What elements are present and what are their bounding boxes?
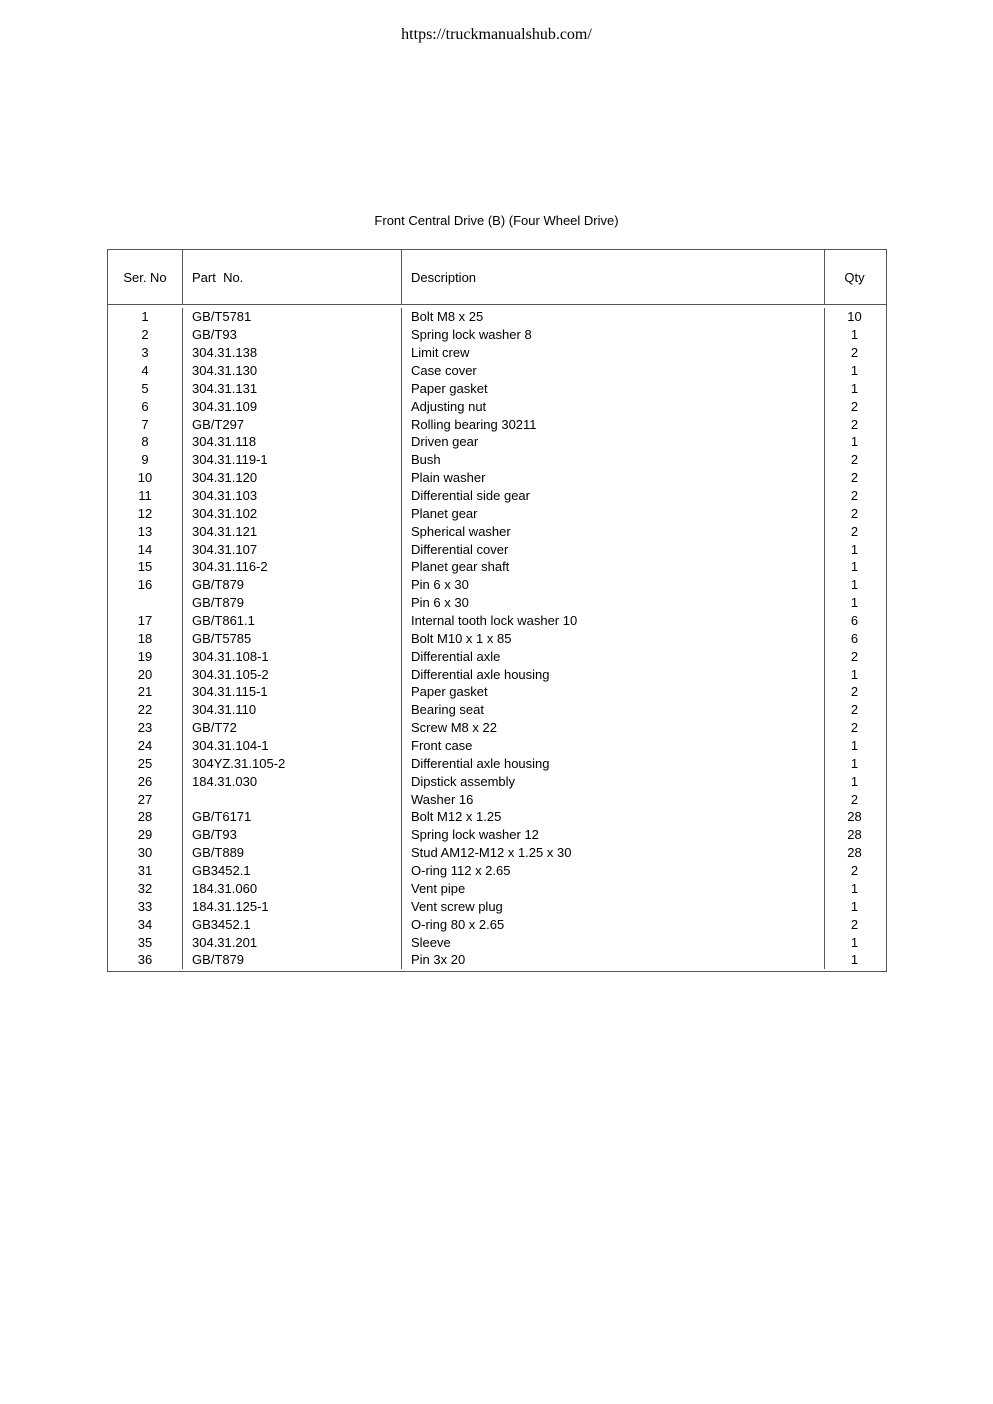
description-cell: Pin 6 x 30 [402,576,825,594]
table-row [108,379,886,397]
qty-cell: 28 [847,845,862,861]
description-cell: Spherical washer [402,522,825,540]
qty-cell: 1 [850,363,859,378]
description-cell: Plain washer [402,469,825,487]
qty-cell: 1 [850,773,859,789]
ser-no-cell: 19 [108,647,183,665]
ser-no-cell: 4 [108,362,183,380]
description-cell: Differential cover [402,540,825,558]
table-row [108,683,886,701]
description-cell: Adjusting nut [402,397,825,415]
table-row [108,862,886,880]
ser-no-cell: 33 [108,897,183,915]
table-row [108,719,886,737]
description-cell: Differential axle housing [402,665,825,683]
part-no-cell: GB/T93 [183,326,402,344]
ser-no-cell: 29 [108,826,183,844]
description-cell: Rolling bearing 30211 [402,415,825,433]
table-row [108,772,886,790]
description-cell: O-ring 112 x 2.65 [402,862,825,880]
description-cell: Bush [402,451,825,469]
part-no-cell [183,790,402,808]
source-url: https://truckmanualshub.com/ [401,26,592,43]
table-row [108,540,886,558]
part-no-cell: 304.31.119-1 [183,451,402,469]
qty-cell: 2 [850,523,859,539]
description-cell: Front case [402,737,825,755]
table-row [108,576,886,594]
table-row [108,433,886,451]
qty-cell: 1 [850,541,859,557]
part-no-cell: 304.31.108-1 [183,647,402,665]
ser-no-cell: 35 [108,933,183,951]
qty-cell: 2 [850,416,859,432]
table-body [108,305,886,971]
part-no-cell: 304.31.105-2 [183,665,402,683]
column-header-qty: Qty [844,269,865,285]
description-cell: Paper gasket [402,683,825,701]
part-no-cell: 304.31.103 [183,487,402,505]
table-row [108,504,886,522]
description-cell: Screw M8 x 22 [402,719,825,737]
qty-cell: 10 [847,309,862,325]
part-no-cell: 304.31.116-2 [183,558,402,576]
table-row [108,522,886,540]
ser-no-cell: 1 [108,308,183,326]
part-no-cell: 304.31.121 [183,522,402,540]
parts-table [107,249,887,972]
qty-cell: 6 [850,630,859,646]
qty-cell: 2 [850,505,859,521]
description-cell: Internal tooth lock washer 10 [402,612,825,630]
description-cell: Pin 6 x 30 [402,594,825,612]
part-no-cell: GB/T297 [183,415,402,433]
part-no-cell: 184.31.060 [183,880,402,898]
table-row [108,790,886,808]
ser-no-cell: 22 [108,701,183,719]
part-no-cell: 304.31.104-1 [183,737,402,755]
part-no-cell: 304.31.130 [183,362,402,380]
ser-no-cell: 8 [108,433,183,451]
table-row [108,647,886,665]
table-row [108,362,886,380]
ser-no-cell: 5 [108,379,183,397]
part-no-cell: GB/T879 [183,576,402,594]
qty-cell: 1 [850,559,859,575]
ser-no-cell: 10 [108,469,183,487]
part-no-cell: 304.31.201 [183,933,402,951]
description-cell: Bolt M12 x 1.25 [402,808,825,826]
table-row [108,880,886,898]
qty-cell: 2 [850,863,859,879]
qty-cell: 1 [850,595,859,611]
part-no-cell: GB/T889 [183,844,402,862]
qty-cell: 2 [850,720,859,736]
ser-no-cell: 24 [108,737,183,755]
column-header-description: Description [402,250,825,304]
description-cell: Driven gear [402,433,825,451]
qty-cell: 2 [850,916,859,932]
ser-no-cell: 31 [108,862,183,880]
description-cell: Dipstick assembly [402,772,825,790]
qty-cell: 2 [850,648,859,664]
table-row [108,326,886,344]
ser-no-cell: 12 [108,504,183,522]
table-row [108,844,886,862]
part-no-cell: GB3452.1 [183,915,402,933]
part-no-cell: 304.31.120 [183,469,402,487]
part-no-cell: 304.31.131 [183,379,402,397]
part-no-cell: 304.31.107 [183,540,402,558]
description-cell: Spring lock washer 8 [402,326,825,344]
table-row [108,594,886,612]
column-header-ser-no: Ser. No [108,250,183,304]
qty-cell: 1 [850,434,859,450]
table-row [108,451,886,469]
part-no-cell: GB/T72 [183,719,402,737]
ser-no-cell: 32 [108,880,183,898]
ser-no-cell: 9 [108,451,183,469]
description-cell: O-ring 80 x 2.65 [402,915,825,933]
description-cell: Case cover [402,362,825,380]
qty-cell: 2 [850,684,859,700]
description-cell: Paper gasket [402,379,825,397]
column-header-part-no: Part No. [183,250,402,304]
description-cell: Washer 16 [402,790,825,808]
qty-cell: 2 [850,702,859,718]
ser-no-cell: 21 [108,683,183,701]
qty-cell: 1 [850,898,859,914]
description-cell: Planet gear shaft [402,558,825,576]
qty-cell: 2 [850,452,859,468]
table-row [108,308,886,326]
table-row [108,897,886,915]
description-cell: Sleeve [402,933,825,951]
ser-no-cell: 3 [108,344,183,362]
part-no-cell: 304.31.110 [183,701,402,719]
table-row [108,612,886,630]
ser-no-cell: 30 [108,844,183,862]
ser-no-cell: 14 [108,540,183,558]
part-no-cell: 304YZ.31.105-2 [183,754,402,772]
table-row [108,754,886,772]
part-no-cell: 304.31.115-1 [183,683,402,701]
table-header [108,250,886,305]
qty-cell: 1 [850,738,859,754]
qty-cell: 1 [850,934,859,950]
table-row [108,737,886,755]
table-row [108,915,886,933]
part-no-cell: GB/T6171 [183,808,402,826]
qty-cell: 1 [850,755,859,771]
description-cell: Differential axle [402,647,825,665]
description-cell: Vent pipe [402,880,825,898]
qty-cell: 6 [850,613,859,629]
ser-no-cell: 16 [108,576,183,594]
part-no-cell: GB/T5785 [183,629,402,647]
part-no-cell: GB/T93 [183,826,402,844]
description-cell: Bolt M8 x 25 [402,308,825,326]
part-no-cell: 304.31.102 [183,504,402,522]
qty-cell: 2 [850,470,859,486]
part-no-cell: GB/T879 [183,951,402,969]
table-row [108,344,886,362]
table-row [108,558,886,576]
ser-no-cell: 7 [108,415,183,433]
table-row [108,951,886,969]
ser-no-cell: 2 [108,326,183,344]
part-no-cell: 184.31.030 [183,772,402,790]
ser-no-cell: 11 [108,487,183,505]
qty-cell: 1 [850,666,859,682]
table-row [108,397,886,415]
table-row [108,469,886,487]
part-no-cell: 184.31.125-1 [183,897,402,915]
ser-no-cell [108,594,183,612]
ser-no-cell: 15 [108,558,183,576]
ser-no-cell: 18 [108,629,183,647]
table-row [108,629,886,647]
description-cell: Stud AM12-M12 x 1.25 x 30 [402,844,825,862]
ser-no-cell: 28 [108,808,183,826]
description-cell: Limit crew [402,344,825,362]
part-no-cell: GB/T879 [183,594,402,612]
document-title: Front Central Drive (B) (Four Wheel Drive) [374,213,619,228]
ser-no-cell: 13 [108,522,183,540]
table-row [108,701,886,719]
ser-no-cell: 26 [108,772,183,790]
description-cell: Vent screw plug [402,897,825,915]
table-row [108,808,886,826]
ser-no-cell: 34 [108,915,183,933]
qty-cell: 2 [850,398,859,414]
part-no-cell: GB/T861.1 [183,612,402,630]
ser-no-cell: 36 [108,951,183,969]
qty-cell: 28 [847,809,862,825]
ser-no-cell: 6 [108,397,183,415]
qty-cell: 1 [850,880,859,896]
description-cell: Bearing seat [402,701,825,719]
ser-no-cell: 23 [108,719,183,737]
qty-cell: 2 [850,345,859,361]
description-cell: Spring lock washer 12 [402,826,825,844]
ser-no-cell: 25 [108,754,183,772]
qty-cell: 1 [850,327,859,343]
qty-cell: 2 [850,488,859,504]
qty-cell: 1 [850,380,859,396]
description-cell: Planet gear [402,504,825,522]
qty-cell: 2 [850,791,859,807]
part-no-cell: GB3452.1 [183,862,402,880]
part-no-cell: 304.31.118 [183,433,402,451]
description-cell: Differential side gear [402,487,825,505]
table-row [108,415,886,433]
ser-no-cell: 27 [108,790,183,808]
qty-cell: 1 [850,577,859,593]
qty-cell: 1 [850,952,859,968]
description-cell: Bolt M10 x 1 x 85 [402,629,825,647]
table-row [108,826,886,844]
ser-no-cell: 17 [108,612,183,630]
table-row [108,487,886,505]
ser-no-cell: 20 [108,665,183,683]
part-no-cell: 304.31.109 [183,397,402,415]
description-cell: Pin 3x 20 [402,951,825,969]
part-no-cell: GB/T5781 [183,308,402,326]
part-no-cell: 304.31.138 [183,344,402,362]
table-row [108,933,886,951]
qty-cell: 28 [847,827,862,843]
table-row [108,665,886,683]
description-cell: Differential axle housing [402,754,825,772]
